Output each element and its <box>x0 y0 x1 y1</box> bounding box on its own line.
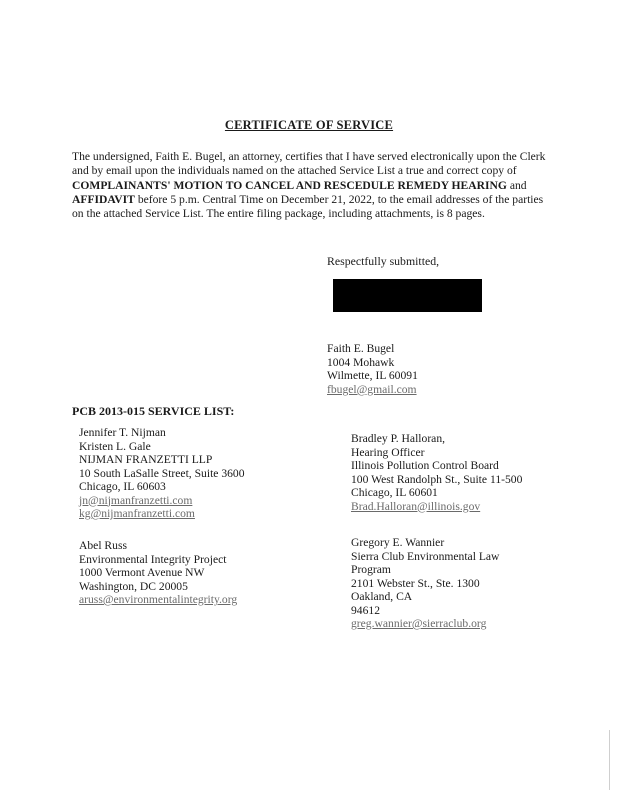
redacted-signature <box>333 279 482 312</box>
party-org: Environmental Integrity Project <box>79 552 227 566</box>
party-org: Illinois Pollution Control Board <box>351 459 499 472</box>
service-entry-wannier <box>351 536 499 631</box>
closing-phrase: Respectfully submitted, <box>327 254 440 268</box>
paragraph-rest: before 5 p.m. Central Time on December 21, 2022, to the email addresses of the parties on the attached Service List. The entire filing package, including attachments, is 8 pages. <box>72 192 544 221</box>
signer-name: Faith E. Bugel <box>327 342 395 355</box>
party-street: 1000 Vermont Avenue NW <box>79 566 205 579</box>
party-name: Abel Russ <box>79 539 127 552</box>
paragraph-connector: and <box>506 178 527 192</box>
party-org: Sierra Club Environmental Law <box>351 549 500 563</box>
party-firm: NIJMAN FRANZETTI LLP <box>79 453 213 466</box>
party-zip: 94612 <box>351 603 380 617</box>
party-email-link[interactable]: aruss@environmentalintegrity.org <box>79 593 238 606</box>
party-street: 2101 Webster St., Ste. 1300 <box>351 576 480 590</box>
party-street: 10 South LaSalle Street, Suite 3600 <box>79 466 245 480</box>
party-street: 100 West Randolph St., Suite 11-500 <box>351 472 523 486</box>
party-email-link[interactable]: jn@nijmanfranzetti.com <box>79 493 193 507</box>
certificate-title: CERTIFICATE OF SERVICE <box>224 118 394 132</box>
party-city: Oakland, CA <box>351 590 413 603</box>
party-name: Jennifer T. Nijman <box>79 426 166 439</box>
service-entry-russ <box>79 539 237 607</box>
party-email-link[interactable]: greg.wannier@sierraclub.org <box>351 617 487 630</box>
service-entry-halloran <box>351 432 522 513</box>
signature-block <box>327 342 418 396</box>
service-list-heading: PCB 2013-015 SERVICE LIST: <box>72 404 235 418</box>
party-email-link[interactable]: Brad.Halloran@illinois.gov <box>351 499 481 513</box>
party-name: Gregory E. Wannier <box>351 536 445 549</box>
scan-edge-line <box>609 730 610 790</box>
service-entry-nijman <box>79 426 245 521</box>
affidavit-label: AFFIDAVIT <box>72 192 135 206</box>
party-name: Bradley P. Halloran, <box>351 432 446 445</box>
party-city: Chicago, IL 60603 <box>79 480 166 493</box>
party-city: Chicago, IL 60601 <box>351 486 438 499</box>
party-name: Kristen L. Gale <box>79 439 151 453</box>
signer-street: 1004 Mohawk <box>327 355 395 369</box>
party-email-link[interactable]: kg@nijmanfranzetti.com <box>79 507 195 520</box>
motion-title: COMPLAINANTS' MOTION TO CANCEL AND RESCEDULE REMEDY HEARING <box>72 178 507 192</box>
party-org: Program <box>351 563 391 576</box>
certification-paragraph <box>72 150 548 221</box>
party-role: Hearing Officer <box>351 445 425 459</box>
signer-city: Wilmette, IL 60091 <box>327 369 418 383</box>
paragraph-intro: The undersigned, Faith E. Bugel, an attorney, certifies that I have served electronically upon the Clerk and by email upon the individuals named on the attached Service List a true and correct copy of <box>72 150 546 178</box>
signer-email-link[interactable]: fbugel@gmail.com <box>327 382 417 396</box>
party-city: Washington, DC 20005 <box>79 579 188 593</box>
